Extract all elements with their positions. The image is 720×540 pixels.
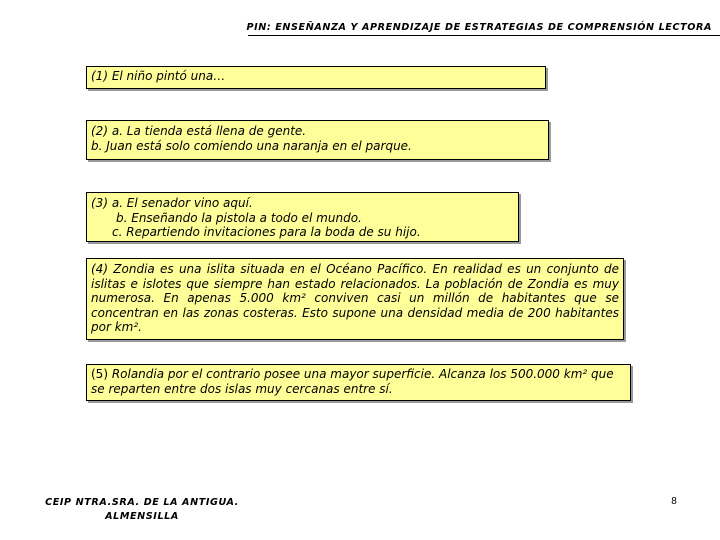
example-4-paragraph: (4) Zondia es una islita situada en el Océano Pacífico. En realidad es un conjunto de islitas e islotes que siempre han estado relacionados. La población de Zondia es muy numerosa. En apenas 5.000 km² conviven casi un millón de habitantes que se concentran en las zonas costeras. Esto supone una densidad media de 200 habitantes por km². xyxy=(91,262,619,334)
page-number: 8 xyxy=(671,496,677,507)
example-5-label: (5) xyxy=(91,367,108,381)
example-5-paragraph xyxy=(91,367,626,396)
example-3-line-a: (3) a. El senador vino aquí. xyxy=(91,196,253,210)
footer-school-name xyxy=(36,496,248,524)
example-5-text: Rolandia por el contrario posee una mayor superficie. Alcanza los 500.000 km² que se reparten entre dos islas muy cercanas entre sí. xyxy=(91,367,614,396)
example-3-line-c: c. Repartiendo invitaciones para la boda de su hijo. xyxy=(112,225,421,239)
header-divider xyxy=(248,35,720,36)
example-2-line-b: b. Juan está solo comiendo una naranja en el parque. xyxy=(91,138,412,153)
page-header-title: PIN: ENSEÑANZA Y APRENDIZAJE DE ESTRATEGIAS DE COMPRENSIÓN LECTORA xyxy=(246,22,712,33)
example-box-3 xyxy=(86,192,519,242)
example-box-1 xyxy=(86,66,546,89)
example-2-line-a: (2) a. La tienda está llena de gente. xyxy=(91,124,307,138)
footer-school-line-2: ALMENSILLA xyxy=(105,511,179,522)
example-box-4 xyxy=(86,258,624,340)
footer-school-line-1: CEIP NTRA.SRA. DE LA ANTIGUA. xyxy=(45,497,239,508)
example-1-text: (1) El niño pintó una… xyxy=(91,69,226,83)
example-box-5 xyxy=(86,364,631,401)
example-3-line-b: b. Enseñando la pistola a todo el mundo. xyxy=(116,210,362,225)
example-box-2 xyxy=(86,120,549,160)
